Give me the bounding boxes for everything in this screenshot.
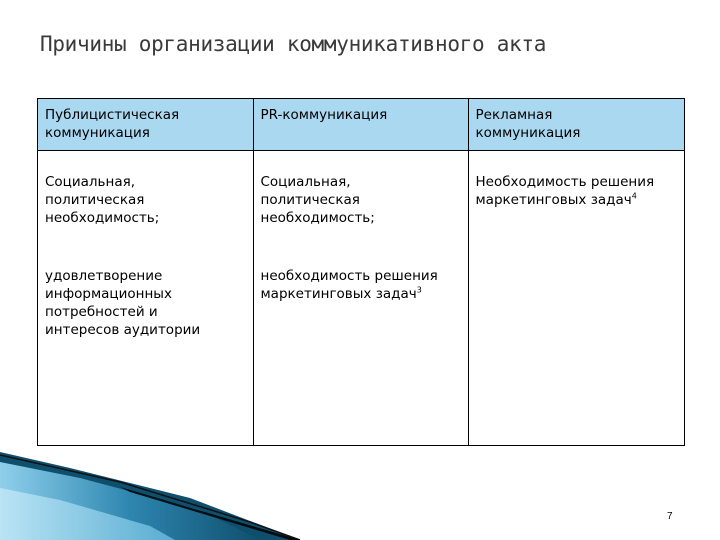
cell-line: политическая	[45, 192, 145, 208]
slide-title: Причины организации коммуникативного акта	[40, 32, 547, 56]
cell-line: интересов аудитории	[45, 322, 201, 338]
cell-line: удовлетворение	[45, 268, 163, 284]
footnote-marker: 4	[631, 191, 637, 201]
header-line: Публицистическая	[45, 107, 180, 123]
cell-text: маркетинговых задач	[260, 286, 417, 302]
cell-line: Социальная,	[260, 174, 351, 190]
header-line: PR-коммуникация	[260, 107, 388, 123]
cell-line: Социальная,	[45, 174, 136, 190]
cell-line: политическая	[260, 192, 360, 208]
cell-line: информационных	[45, 286, 172, 302]
header-line: Рекламная	[475, 107, 553, 123]
footnote-marker: 3	[416, 285, 422, 295]
cell-line: необходимость;	[260, 210, 375, 226]
cell-line: необходимость решения	[260, 268, 438, 284]
header-line: коммуникация	[475, 125, 581, 141]
cell-line: необходимость;	[45, 210, 160, 226]
cell-line: Необходимость решения	[475, 174, 655, 190]
cell-line: потребностей и	[45, 304, 158, 320]
page-number: 7	[667, 511, 673, 522]
cell-text: маркетинговых задач	[475, 192, 632, 208]
header-line: коммуникация	[45, 125, 150, 141]
